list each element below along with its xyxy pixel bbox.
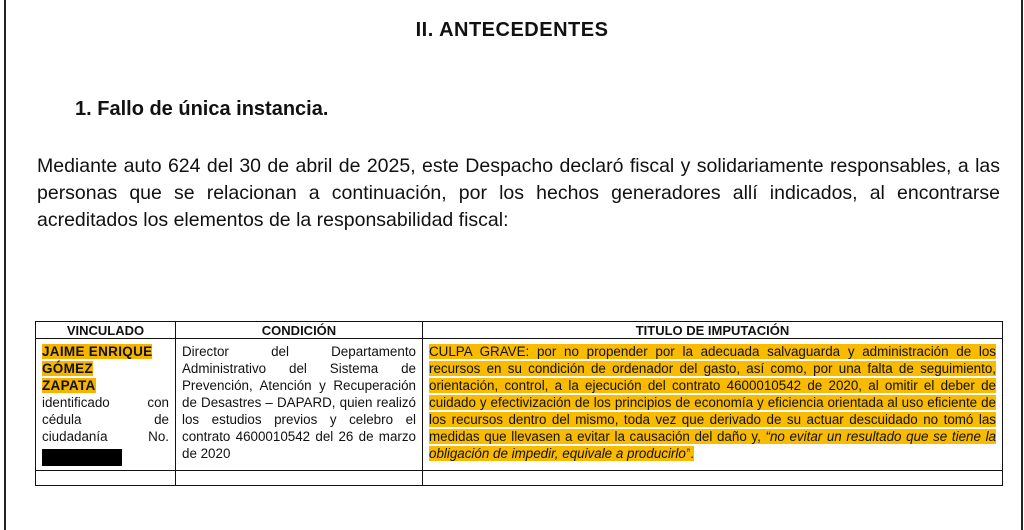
subsection-title: 1. Fallo de única instancia. (75, 98, 329, 120)
table-header-row (36, 322, 1003, 339)
imputation-table (35, 321, 1003, 486)
page-right-border (1021, 0, 1023, 530)
titulo-end-punctuation: . (690, 446, 695, 461)
titulo-highlighted-text: CULPA GRAVE: por no propender por la adecuada salvaguarda y administración de los recursos en su condición de ordenador del gasto, así como, por una falta de seguimiento, orientación, control, a la ejecución del contrato 4600010542 de 2020, al omitir el deber de cuidado y efectivización de los principios de economía y eficiencia orientada al uso eficiente de los recursos dentro del mismo, toda vez que derivado de su actuar descuidado no tomó las medidas que llevasen a evitar la causación del daño y, (429, 344, 996, 444)
next-cell-2 (176, 471, 423, 486)
titulo-cell (423, 339, 1003, 471)
condicion-cell: Director del Departamento Administrativo del Sistema de Prevención, Atención y Recuperación de Desastres – DAPARD, quien realizó los estudios previos y celebro el contrato 4600010542 del 26 de marzo de 2020 (176, 339, 423, 471)
vinculado-cell (36, 339, 176, 471)
next-cell-1 (36, 471, 176, 486)
next-cell-3 (423, 471, 1003, 486)
vinculado-name-line3: ZAPATA (42, 378, 96, 393)
vinculado-id-line2: cédula de (42, 412, 169, 427)
redacted-id-block (42, 449, 122, 466)
vinculado-id-line3: ciudadanía No. (42, 429, 169, 444)
table-row-partial (36, 471, 1003, 486)
page-left-border (4, 0, 6, 530)
table-row (36, 339, 1003, 471)
intro-paragraph: Mediante auto 624 del 30 de abril de 2025, este Despacho declaró fiscal y solidariamente responsables, a las personas que se relacionan a continuación, por los hechos generadores allí indicados, al encontrarse acreditados los elementos de la responsabilidad fiscal: (37, 155, 1000, 231)
vinculado-name-line2: GÓMEZ (42, 361, 93, 376)
vinculado-id-line1: identificado con (42, 395, 169, 410)
vinculado-name-line1: JAIME ENRIQUE (42, 344, 153, 359)
header-condicion: CONDICIÓN (176, 322, 423, 339)
section-title: II. ANTECEDENTES (415, 19, 609, 41)
titulo-italic-quote: “no evitar un resultado que se tiene la obligación de impedir, equivale a producirlo” (429, 429, 996, 461)
header-vinculado: VINCULADO (36, 322, 176, 339)
header-titulo-imputacion: TITULO DE IMPUTACIÓN (423, 322, 1003, 339)
